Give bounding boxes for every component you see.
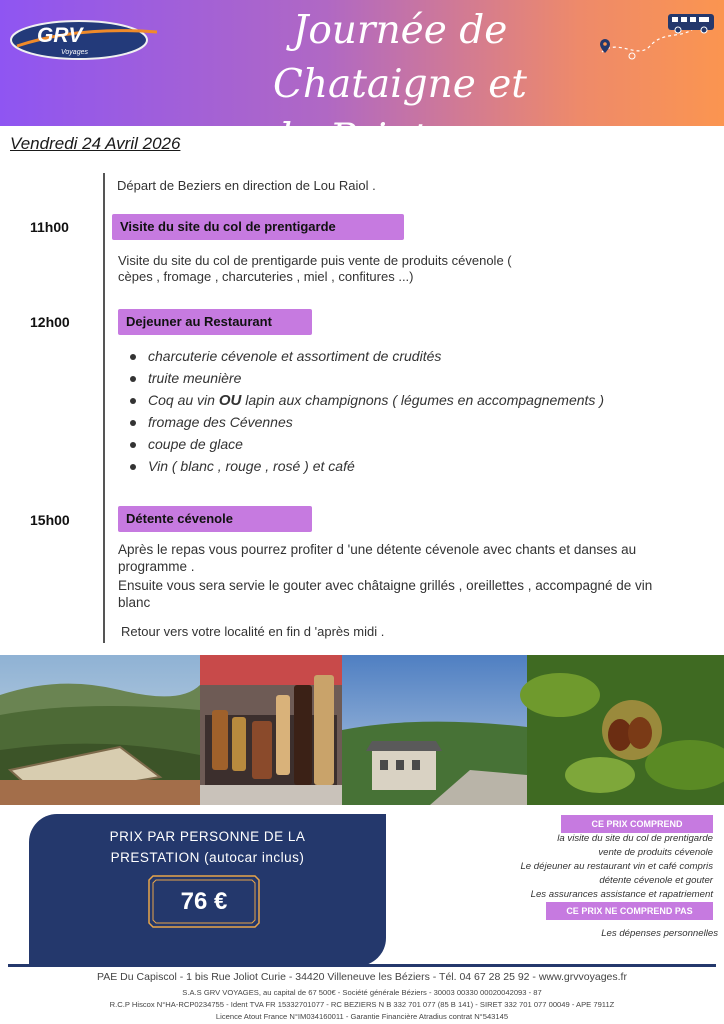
includes-item: Les assurances assistance et rapatriement xyxy=(530,889,713,900)
menu-item: Vin ( blanc , rouge , rosé ) et café xyxy=(128,456,604,478)
event-title-detente: Détente cévenole xyxy=(118,506,312,532)
price-label xyxy=(29,826,386,868)
time-11h00: 11h00 xyxy=(30,219,69,235)
footer-registration: R.C.P Hiscox N°HA-RCP0234755 - Ident TVA FR 15332701077 - RC BEZIERS N B 332 701 077 (85 B 141) - SIRET 332 701 077 00049 - APE 7911Z xyxy=(109,1000,615,1009)
photo-chestnut xyxy=(520,655,724,805)
menu-item-part: lapin aux champignons ( légumes en accompagnements ) xyxy=(241,392,604,408)
detente-line-3: Ensuite vous sera servie le gouter avec châtaigne grillés , oreillettes , accompagné de vin xyxy=(118,578,653,593)
detente-line-1: Après le repas vous pourrez profiter d 'une détente cévenole avec chants et danses au xyxy=(118,542,637,557)
price-label-line-2: PRESTATION (autocar inclus) xyxy=(110,850,305,865)
footer-company: S.A.S GRV VOYAGES, au capital de 67 500€ - Société générale Béziers - 30003 00330 00020042093 - 87 xyxy=(182,988,542,997)
menu-item-bold-or: OU xyxy=(218,392,242,409)
event-title-lunch: Dejeuner au Restaurant xyxy=(118,309,312,335)
menu-item: coupe de glace xyxy=(128,434,604,456)
menu-item: fromage des Cévennes xyxy=(128,412,604,434)
includes-item: la visite du site du col de prentigarde xyxy=(557,833,713,844)
photo-strip xyxy=(0,655,724,805)
visit-description-line-1: Visite du site du col de prentigarde puis vente de produits cévenole ( xyxy=(118,253,512,268)
event-title-visit: Visite du site du col de prentigarde xyxy=(112,214,404,240)
includes-tag: CE PRIX COMPREND xyxy=(561,815,713,833)
menu-item: charcuterie cévenole et assortiment de crudités xyxy=(128,346,604,368)
price-label-line-1: PRIX PAR PERSONNE DE LA xyxy=(109,829,306,844)
photo-restaurant-building xyxy=(342,655,527,805)
menu-item-part: Coq au vin xyxy=(148,392,219,408)
time-15h00: 15h00 xyxy=(30,512,70,528)
footer-licence: Licence Atout France N°IM034160011 - Garantie Financière Atradius contrat N°543145 xyxy=(215,1012,509,1021)
excludes-item: Les dépenses personnelles xyxy=(601,928,718,939)
menu-item xyxy=(128,390,604,412)
timeline-line xyxy=(103,173,105,643)
photo-shop-shelf xyxy=(200,655,342,805)
photo-landscape xyxy=(0,655,200,805)
footer-divider xyxy=(8,964,716,967)
includes-item: Le déjeuner au restaurant vin et café compris xyxy=(520,861,713,872)
map-pin-icon xyxy=(600,39,610,53)
menu-item: truite meunière xyxy=(128,368,604,390)
detente-line-2: programme . xyxy=(118,559,195,574)
price-value: 76 € xyxy=(180,888,228,915)
time-12h00: 12h00 xyxy=(30,314,70,330)
price-box xyxy=(29,814,386,966)
detente-line-4: blanc xyxy=(118,595,151,610)
title-line-2: du Printemps xyxy=(267,116,533,161)
footer-address: PAE Du Capiscol - 1 bis Rue Joliot Curie - 34420 Villeneuve les Béziers - Tél. 04 67 28 25 92 - www.grvvoyages.fr xyxy=(97,971,627,983)
title-line-1: Journée de Chataigne et xyxy=(273,8,527,107)
departure-text: Départ de Beziers en direction de Lou Raiol . xyxy=(117,178,376,193)
includes-item: détente cévenole et gouter xyxy=(599,875,713,886)
lunch-menu-list xyxy=(128,346,604,478)
bus-icon xyxy=(588,8,720,68)
logo-text: GRV xyxy=(37,24,83,47)
event-date: Vendredi 24 Avril 2026 xyxy=(10,134,181,153)
page-title xyxy=(190,4,610,166)
grv-logo xyxy=(7,16,177,62)
excludes-tag: CE PRIX NE COMPREND PAS xyxy=(546,902,713,920)
includes-item: vente de produits cévenole xyxy=(598,847,713,858)
return-text: Retour vers votre localité en fin d 'après midi . xyxy=(121,624,385,639)
visit-description-line-2: cèpes , fromage , charcuteries , miel , confitures ...) xyxy=(118,269,414,284)
logo-subtext: Voyages xyxy=(61,49,88,56)
